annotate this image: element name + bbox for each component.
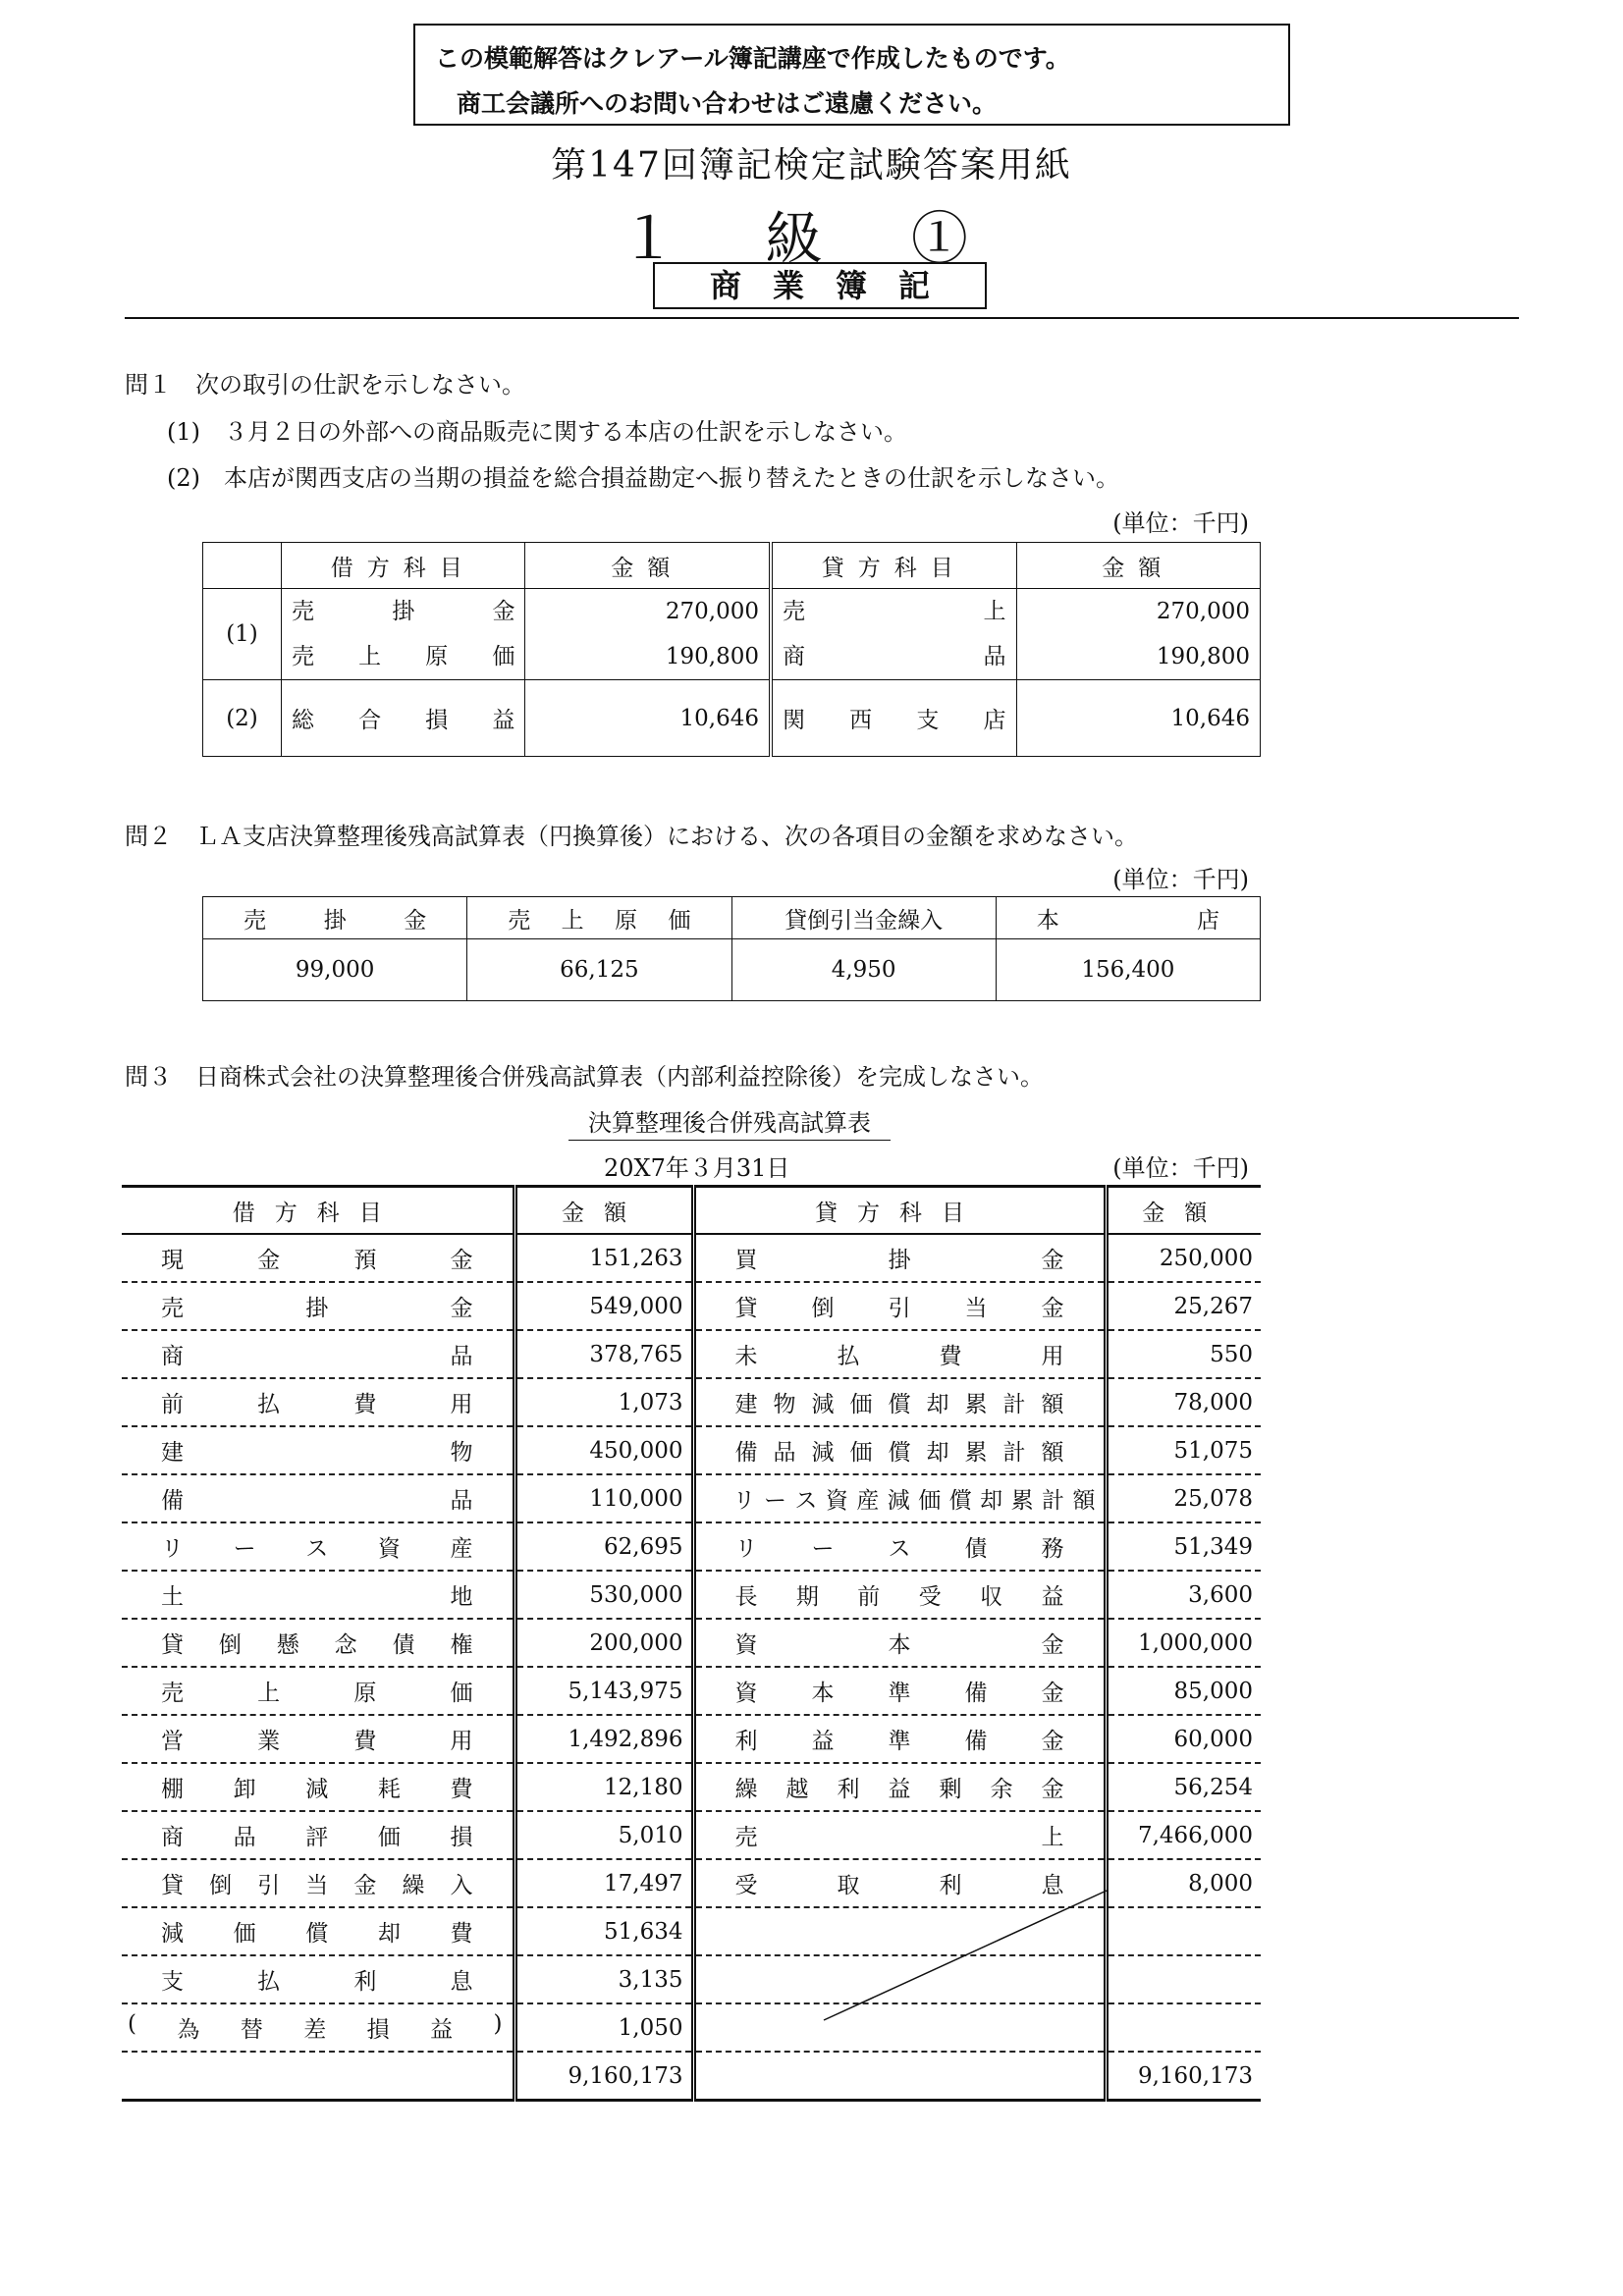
q1-header-row: [203, 543, 1261, 589]
q2-header: 本 店: [1036, 907, 1219, 934]
q3-row: [122, 1234, 1261, 1282]
q3-row: [122, 1474, 1261, 1522]
q1-debit-amount: 190,800: [665, 644, 759, 669]
q3-debit-account: 商 品 評 価 損: [122, 1811, 514, 1859]
q2-header: 売 掛 金: [243, 907, 427, 934]
q3-credit-account: 繰 越 利 益 剰 余 金: [693, 1763, 1106, 1811]
q3-debit-amount: 5,010: [514, 1811, 693, 1859]
q3-credit-account: 貸 倒 引 当 金: [693, 1282, 1106, 1330]
q3-credit-account: 未 払 費 用: [693, 1330, 1106, 1378]
q2-header-row: [203, 897, 1261, 939]
q1-debit-amount: 10,646: [525, 680, 771, 757]
q3-total-label: [122, 2052, 514, 2101]
q1-header-debit-account: 借方科目: [282, 543, 525, 589]
q3-debit-account: 売 掛 金: [122, 1282, 514, 1330]
q1-debit-account: 売 上 原 価: [292, 644, 515, 669]
exam-title: 第147回簿記検定試験答案用紙: [551, 145, 1072, 186]
q3-credit-amount: 550: [1106, 1330, 1261, 1378]
q1-header-credit-account: 貸方科目: [771, 543, 1016, 589]
q3-debit-amount: 51,634: [514, 1907, 693, 1955]
q3-row: [122, 1522, 1261, 1571]
q3-unit: (単位：千円): [1112, 1154, 1249, 1182]
q3-debit-account: 貸 倒 懸 念 債 権: [122, 1619, 514, 1667]
q2-value: 4,950: [731, 939, 996, 1001]
notice-line-2: 商工会議所へのお問い合わせはご遠慮ください。: [457, 89, 998, 118]
q3-debit-amount: 5,143,975: [514, 1667, 693, 1715]
q3-total-row: [122, 2052, 1261, 2101]
q2-header-cell: [203, 897, 467, 939]
q3-credit-amount: 51,075: [1106, 1426, 1261, 1474]
q2-value: 156,400: [996, 939, 1260, 1001]
q3-credit-account: リ ー ス 資 産 減 価 償 却 累 計 額: [693, 1474, 1106, 1522]
q3-debit-amount: 530,000: [514, 1571, 693, 1619]
q3-debit-amount: 110,000: [514, 1474, 693, 1522]
q3-credit-account: 備 品 減 価 償 却 累 計 額: [693, 1426, 1106, 1474]
q1-sub-2: (2) 本店が関西支店の当期の損益を総合損益勘定へ振り替えたときの仕訳を示しなさい。: [167, 464, 1119, 492]
q3-credit-amount: 56,254: [1106, 1763, 1261, 1811]
q1-header-credit-amount: 金額: [1016, 543, 1260, 589]
grade-label: １ 級 ①: [620, 205, 1003, 272]
q3-row: [122, 1715, 1261, 1763]
q3-debit-account: リ ー ス 資 産: [122, 1522, 514, 1571]
q3-debit-amount: 378,765: [514, 1330, 693, 1378]
q2-value: 99,000: [203, 939, 467, 1001]
q3-credit-account: 受 取 利 息: [693, 1859, 1106, 1907]
q3-debit-amount: 1,050: [514, 2003, 693, 2052]
q1-unit: (単位：千円): [1112, 509, 1249, 537]
q3-credit-account: 買 掛 金: [693, 1234, 1106, 1282]
q3-credit-amount: 7,466,000: [1106, 1811, 1261, 1859]
q3-credit-amount: 51,349: [1106, 1522, 1261, 1571]
q3-table-title: 決算整理後合併残高試算表: [568, 1103, 891, 1141]
q3-debit-amount: 17,497: [514, 1859, 693, 1907]
q3-debit-amount: 151,263: [514, 1234, 693, 1282]
q1-credit-account: 商 品: [782, 644, 1006, 669]
q3-credit-account: 資 本 準 備 金: [693, 1667, 1106, 1715]
q3-debit-account: 棚 卸 減 耗 費: [122, 1763, 514, 1811]
q3-total-debit: 9,160,173: [514, 2052, 693, 2101]
q1-debit-amount-cell: [525, 589, 771, 680]
q2-header-cell: [996, 897, 1260, 939]
q1-credit-account-cell: [771, 589, 1016, 680]
notice-box: [413, 24, 1290, 126]
q1-row-label: (1): [203, 589, 282, 680]
q3-total-credit: 9,160,173: [1106, 2052, 1261, 2101]
q3-header-credit-account: 貸方科目: [693, 1187, 1106, 1235]
q3-credit-account: 資 本 金: [693, 1619, 1106, 1667]
q3-debit-amount: 450,000: [514, 1426, 693, 1474]
q3-credit-amount: 85,000: [1106, 1667, 1261, 1715]
q1-credit-amount: 10,646: [1016, 680, 1260, 757]
q3-row: [122, 1378, 1261, 1426]
q3-debit-account: 営 業 費 用: [122, 1715, 514, 1763]
q3-credit-amount: 60,000: [1106, 1715, 1261, 1763]
q3-row: [122, 1619, 1261, 1667]
q3-debit-account: 備 品: [122, 1474, 514, 1522]
q3-diagonal-strike: [822, 1889, 1109, 2022]
q3-debit-amount: 1,492,896: [514, 1715, 693, 1763]
q3-row: [122, 1811, 1261, 1859]
q3-credit-amount: [1106, 1955, 1261, 2003]
q1-row-1: [203, 589, 1261, 680]
q3-credit-amount: 1,000,000: [1106, 1619, 1261, 1667]
q1-debit-amount: 270,000: [665, 599, 759, 624]
q3-debit-account: 建 物: [122, 1426, 514, 1474]
q1-journal-table: [202, 542, 1261, 757]
q2-header-cell: [467, 897, 731, 939]
q3-debit-amount: 3,135: [514, 1955, 693, 2003]
q2-header: 売 上 原 価: [508, 907, 691, 934]
q1-debit-account-cell: [282, 680, 525, 757]
q3-debit-account: 前 払 費 用: [122, 1378, 514, 1426]
q1-header-debit-amount: 金額: [525, 543, 771, 589]
q1-credit-account: 売 上: [782, 599, 1006, 624]
q2-header-cell: [731, 897, 996, 939]
q3-row: [122, 1763, 1261, 1811]
q3-credit-amount: 25,267: [1106, 1282, 1261, 1330]
q3-debit-account: 現 金 預 金: [122, 1234, 514, 1282]
q3-credit-amount: 250,000: [1106, 1234, 1261, 1282]
q3-debit-amount: 1,073: [514, 1378, 693, 1426]
q3-debit-account: 支 払 利 息: [122, 1955, 514, 2003]
q3-credit-account: 利 益 準 備 金: [693, 1715, 1106, 1763]
q2-value-row: [203, 939, 1261, 1001]
q2-value: 66,125: [467, 939, 731, 1001]
q3-question: 問３ 日商株式会社の決算整理後合併残高試算表（内部利益控除後）を完成しなさい。: [125, 1063, 1044, 1091]
q3-row: [122, 1330, 1261, 1378]
q3-debit-account: 減 価 償 却 費: [122, 1907, 514, 1955]
q3-debit-account: ( 為 替 差 損 益 ): [122, 2003, 514, 2052]
q3-row: [122, 1667, 1261, 1715]
q1-credit-amount-cell: [1016, 589, 1260, 680]
q3-date: 20X7年３月31日: [604, 1154, 790, 1182]
q3-credit-account: 売 上: [693, 1811, 1106, 1859]
q3-credit-amount: [1106, 2003, 1261, 2052]
q3-header-row: [122, 1187, 1261, 1235]
q1-credit-account: 関 西 支 店: [782, 708, 1006, 733]
q1-question: 問１ 次の取引の仕訳を示しなさい。: [125, 371, 525, 399]
q1-row-2: [203, 680, 1261, 757]
q2-unit: (単位：千円): [1112, 866, 1249, 893]
title-divider: [125, 317, 1519, 319]
q3-header-debit-amount: 金額: [514, 1187, 693, 1235]
q3-debit-amount: 62,695: [514, 1522, 693, 1571]
q3-credit-amount: [1106, 1907, 1261, 1955]
q3-row: [122, 1571, 1261, 1619]
q3-debit-amount: 549,000: [514, 1282, 693, 1330]
q3-row: [122, 1426, 1261, 1474]
q1-debit-account: 売 掛 金: [292, 599, 515, 624]
q3-total-blank: [693, 2052, 1106, 2101]
q2-answer-table: [202, 896, 1261, 1001]
q1-credit-amount: 270,000: [1156, 599, 1250, 624]
q3-debit-account: 売 上 原 価: [122, 1667, 514, 1715]
q3-header-credit-amount: 金額: [1106, 1187, 1261, 1235]
q3-row: [122, 1282, 1261, 1330]
notice-line-1: この模範解答はクレアール簿記講座で作成したものです。: [435, 44, 1070, 73]
q3-credit-amount: 8,000: [1106, 1859, 1261, 1907]
q3-debit-amount: 200,000: [514, 1619, 693, 1667]
subject-label: 商業簿記: [653, 262, 987, 309]
q1-debit-account: 総 合 損 益: [292, 708, 515, 733]
q3-debit-account: 貸 倒 引 当 金 繰 入: [122, 1859, 514, 1907]
q1-credit-amount: 190,800: [1156, 644, 1250, 669]
q3-credit-amount: 78,000: [1106, 1378, 1261, 1426]
q3-credit-account: 建 物 減 価 償 却 累 計 額: [693, 1378, 1106, 1426]
q2-header: 貸倒引当金繰入: [784, 907, 944, 934]
q3-credit-account: 長 期 前 受 収 益: [693, 1571, 1106, 1619]
q3-credit-amount: 25,078: [1106, 1474, 1261, 1522]
q3-debit-account: 土 地: [122, 1571, 514, 1619]
q3-credit-account: リ ー ス 債 務: [693, 1522, 1106, 1571]
q3-credit-amount: 3,600: [1106, 1571, 1261, 1619]
q1-sub-1: (1) ３月２日の外部への商品販売に関する本店の仕訳を示しなさい。: [167, 418, 907, 446]
q3-debit-amount: 12,180: [514, 1763, 693, 1811]
q1-header-blank: [203, 543, 282, 589]
q1-credit-account-cell: [771, 680, 1016, 757]
q2-question: 問２ ＬＡ支店決算整理後残高試算表（円換算後）における、次の各項目の金額を求めなさい。: [125, 823, 1138, 850]
q1-row-label: (2): [203, 680, 282, 757]
q3-header-debit-account: 借方科目: [122, 1187, 514, 1235]
q3-debit-account: 商 品: [122, 1330, 514, 1378]
q1-debit-account-cell: [282, 589, 525, 680]
